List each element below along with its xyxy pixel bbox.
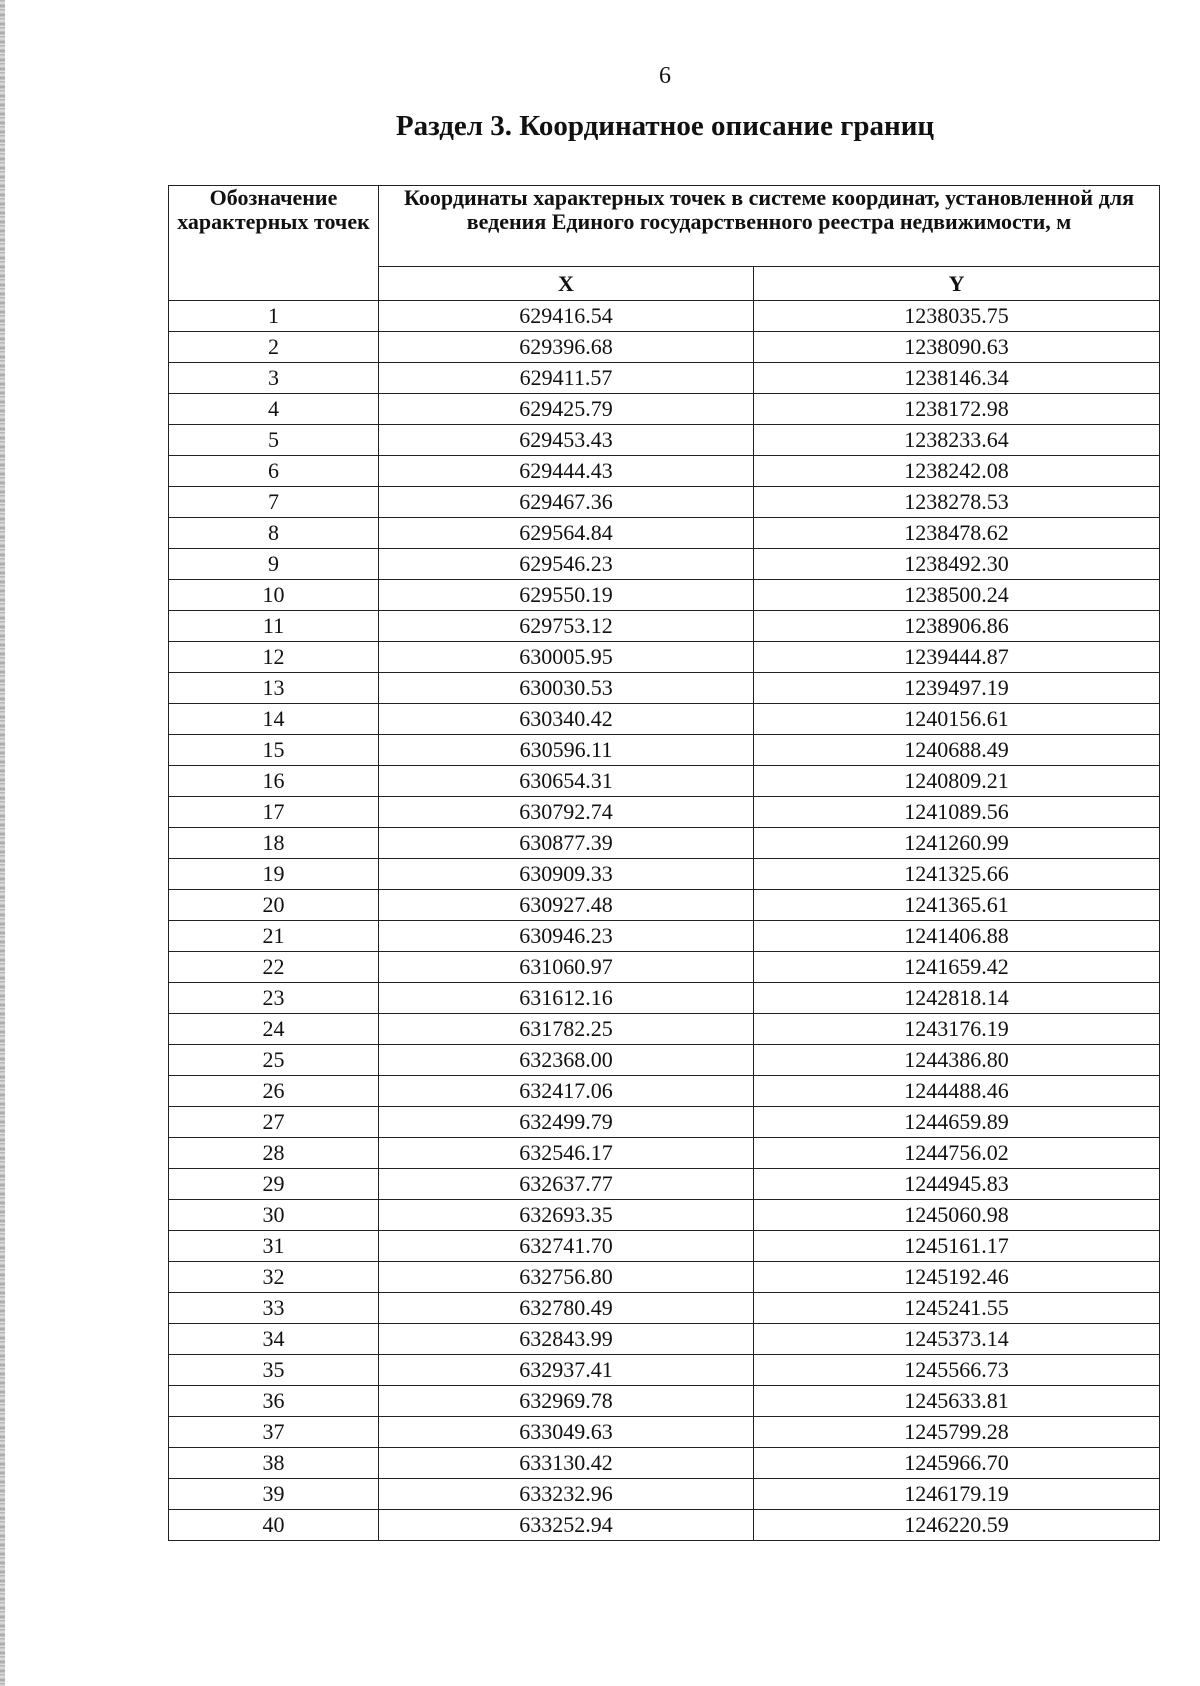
- point-number-cell: 40: [169, 1510, 379, 1541]
- y-coordinate-cell: 1244659.89: [754, 1107, 1160, 1138]
- x-coordinate-cell: 630596.11: [379, 735, 754, 766]
- point-number-cell: 25: [169, 1045, 379, 1076]
- y-coordinate-cell: 1245966.70: [754, 1448, 1160, 1479]
- table-row: [169, 1169, 1160, 1200]
- y-coordinate-cell: 1238090.63: [754, 332, 1160, 363]
- y-coordinate-cell: 1245060.98: [754, 1200, 1160, 1231]
- y-coordinate-cell: 1245161.17: [754, 1231, 1160, 1262]
- point-number-cell: 18: [169, 828, 379, 859]
- point-number-cell: 19: [169, 859, 379, 890]
- table-row: [169, 1386, 1160, 1417]
- y-coordinate-cell: 1238172.98: [754, 394, 1160, 425]
- y-coordinate-cell: 1245799.28: [754, 1417, 1160, 1448]
- y-coordinate-cell: 1241365.61: [754, 890, 1160, 921]
- x-coordinate-cell: 632843.99: [379, 1324, 754, 1355]
- y-coordinate-cell: 1246220.59: [754, 1510, 1160, 1541]
- y-coordinate-cell: 1238146.34: [754, 363, 1160, 394]
- x-coordinate-cell: 632756.80: [379, 1262, 754, 1293]
- x-coordinate-cell: 629425.79: [379, 394, 754, 425]
- table-row: [169, 1293, 1160, 1324]
- point-number-cell: 1: [169, 301, 379, 332]
- point-number-cell: 28: [169, 1138, 379, 1169]
- table-row: [169, 1417, 1160, 1448]
- point-number-cell: 22: [169, 952, 379, 983]
- table-row: [169, 704, 1160, 735]
- x-coordinate-cell: 631782.25: [379, 1014, 754, 1045]
- table-row: [169, 1231, 1160, 1262]
- table-row: [169, 580, 1160, 611]
- x-coordinate-cell: 630654.31: [379, 766, 754, 797]
- table-row: [169, 1045, 1160, 1076]
- x-coordinate-cell: 632741.70: [379, 1231, 754, 1262]
- table-row: [169, 797, 1160, 828]
- x-coordinate-cell: 632417.06: [379, 1076, 754, 1107]
- x-coordinate-cell: 632499.79: [379, 1107, 754, 1138]
- table-row: [169, 425, 1160, 456]
- x-coordinate-cell: 630946.23: [379, 921, 754, 952]
- point-number-cell: 24: [169, 1014, 379, 1045]
- table-row: [169, 828, 1160, 859]
- table-row: [169, 1448, 1160, 1479]
- point-number-cell: 2: [169, 332, 379, 363]
- x-coordinate-cell: 629550.19: [379, 580, 754, 611]
- y-coordinate-cell: 1238492.30: [754, 549, 1160, 580]
- header-coordinates: Координаты характерных точек в системе координат, установленной для ведения Единого государственного реестра недвижимости, м: [379, 186, 1160, 267]
- y-coordinate-cell: 1238906.86: [754, 611, 1160, 642]
- x-coordinate-cell: 629411.57: [379, 363, 754, 394]
- point-number-cell: 27: [169, 1107, 379, 1138]
- point-number-cell: 8: [169, 518, 379, 549]
- y-coordinate-cell: 1238278.53: [754, 487, 1160, 518]
- point-number-cell: 20: [169, 890, 379, 921]
- point-number-cell: 26: [169, 1076, 379, 1107]
- table-row: [169, 1200, 1160, 1231]
- y-coordinate-cell: 1244488.46: [754, 1076, 1160, 1107]
- y-coordinate-cell: 1245241.55: [754, 1293, 1160, 1324]
- y-coordinate-cell: 1243176.19: [754, 1014, 1160, 1045]
- y-coordinate-cell: 1240809.21: [754, 766, 1160, 797]
- table-row: [169, 1262, 1160, 1293]
- y-coordinate-cell: 1240688.49: [754, 735, 1160, 766]
- x-coordinate-cell: 633232.96: [379, 1479, 754, 1510]
- point-number-cell: 30: [169, 1200, 379, 1231]
- point-number-cell: 37: [169, 1417, 379, 1448]
- x-coordinate-cell: 631060.97: [379, 952, 754, 983]
- table-row: [169, 487, 1160, 518]
- y-coordinate-cell: 1241659.42: [754, 952, 1160, 983]
- scan-edge: [0, 0, 5, 1686]
- y-coordinate-cell: 1245633.81: [754, 1386, 1160, 1417]
- x-coordinate-cell: 629564.84: [379, 518, 754, 549]
- x-coordinate-cell: 630340.42: [379, 704, 754, 735]
- point-number-cell: 13: [169, 673, 379, 704]
- point-number-cell: 31: [169, 1231, 379, 1262]
- point-number-cell: 10: [169, 580, 379, 611]
- table-row: [169, 1076, 1160, 1107]
- point-number-cell: 14: [169, 704, 379, 735]
- x-coordinate-cell: 631612.16: [379, 983, 754, 1014]
- y-coordinate-cell: 1244386.80: [754, 1045, 1160, 1076]
- x-coordinate-cell: 630877.39: [379, 828, 754, 859]
- table-row: [169, 1107, 1160, 1138]
- x-coordinate-cell: 629444.43: [379, 456, 754, 487]
- page-number: 6: [659, 63, 671, 89]
- y-coordinate-cell: 1238478.62: [754, 518, 1160, 549]
- y-coordinate-cell: 1241260.99: [754, 828, 1160, 859]
- x-coordinate-cell: 629753.12: [379, 611, 754, 642]
- y-coordinate-cell: 1238233.64: [754, 425, 1160, 456]
- point-number-cell: 21: [169, 921, 379, 952]
- y-coordinate-cell: 1242818.14: [754, 983, 1160, 1014]
- y-coordinate-cell: 1245566.73: [754, 1355, 1160, 1386]
- table-row: [169, 611, 1160, 642]
- point-number-cell: 32: [169, 1262, 379, 1293]
- section-title: Раздел 3. Координатное описание границ: [395, 110, 935, 142]
- table-row: [169, 735, 1160, 766]
- point-number-cell: 35: [169, 1355, 379, 1386]
- table-row: [169, 952, 1160, 983]
- point-number-cell: 23: [169, 983, 379, 1014]
- coordinates-table: [168, 185, 1160, 1541]
- table-row: [169, 301, 1160, 332]
- x-coordinate-cell: 630005.95: [379, 642, 754, 673]
- x-coordinate-cell: 629546.23: [379, 549, 754, 580]
- table-row: [169, 549, 1160, 580]
- table-row: [169, 1479, 1160, 1510]
- table-row: [169, 363, 1160, 394]
- table-row: [169, 394, 1160, 425]
- table-row: [169, 1324, 1160, 1355]
- x-coordinate-cell: 630792.74: [379, 797, 754, 828]
- y-coordinate-cell: 1241325.66: [754, 859, 1160, 890]
- table-row: [169, 1138, 1160, 1169]
- y-coordinate-cell: 1241406.88: [754, 921, 1160, 952]
- x-coordinate-cell: 632969.78: [379, 1386, 754, 1417]
- x-coordinate-cell: 632780.49: [379, 1293, 754, 1324]
- point-number-cell: 6: [169, 456, 379, 487]
- point-number-cell: 34: [169, 1324, 379, 1355]
- table-body: [169, 301, 1160, 1541]
- table-row: [169, 890, 1160, 921]
- header-y: Y: [754, 267, 1160, 301]
- x-coordinate-cell: 633130.42: [379, 1448, 754, 1479]
- table-row: [169, 921, 1160, 952]
- table-row: [169, 332, 1160, 363]
- x-coordinate-cell: 632693.35: [379, 1200, 754, 1231]
- point-number-cell: 7: [169, 487, 379, 518]
- x-coordinate-cell: 629467.36: [379, 487, 754, 518]
- y-coordinate-cell: 1238500.24: [754, 580, 1160, 611]
- point-number-cell: 16: [169, 766, 379, 797]
- x-coordinate-cell: 633049.63: [379, 1417, 754, 1448]
- header-point-designation: Обозначение характерных точек: [169, 186, 379, 301]
- x-coordinate-cell: 629416.54: [379, 301, 754, 332]
- table-row: [169, 518, 1160, 549]
- point-number-cell: 38: [169, 1448, 379, 1479]
- point-number-cell: 5: [169, 425, 379, 456]
- table-row: [169, 642, 1160, 673]
- x-coordinate-cell: 629396.68: [379, 332, 754, 363]
- y-coordinate-cell: 1245373.14: [754, 1324, 1160, 1355]
- y-coordinate-cell: 1240156.61: [754, 704, 1160, 735]
- y-coordinate-cell: 1246179.19: [754, 1479, 1160, 1510]
- point-number-cell: 29: [169, 1169, 379, 1200]
- y-coordinate-cell: 1239497.19: [754, 673, 1160, 704]
- point-number-cell: 15: [169, 735, 379, 766]
- x-coordinate-cell: 630927.48: [379, 890, 754, 921]
- x-coordinate-cell: 632546.17: [379, 1138, 754, 1169]
- x-coordinate-cell: 630909.33: [379, 859, 754, 890]
- header-x: X: [379, 267, 754, 301]
- point-number-cell: 11: [169, 611, 379, 642]
- x-coordinate-cell: 632368.00: [379, 1045, 754, 1076]
- point-number-cell: 36: [169, 1386, 379, 1417]
- table-row: [169, 456, 1160, 487]
- y-coordinate-cell: 1238035.75: [754, 301, 1160, 332]
- table-row: [169, 983, 1160, 1014]
- point-number-cell: 39: [169, 1479, 379, 1510]
- point-number-cell: 9: [169, 549, 379, 580]
- table-row: [169, 1355, 1160, 1386]
- x-coordinate-cell: 629453.43: [379, 425, 754, 456]
- y-coordinate-cell: 1241089.56: [754, 797, 1160, 828]
- y-coordinate-cell: 1239444.87: [754, 642, 1160, 673]
- table-row: [169, 1510, 1160, 1541]
- point-number-cell: 12: [169, 642, 379, 673]
- point-number-cell: 3: [169, 363, 379, 394]
- x-coordinate-cell: 630030.53: [379, 673, 754, 704]
- point-number-cell: 33: [169, 1293, 379, 1324]
- y-coordinate-cell: 1245192.46: [754, 1262, 1160, 1293]
- y-coordinate-cell: 1238242.08: [754, 456, 1160, 487]
- y-coordinate-cell: 1244945.83: [754, 1169, 1160, 1200]
- y-coordinate-cell: 1244756.02: [754, 1138, 1160, 1169]
- point-number-cell: 4: [169, 394, 379, 425]
- x-coordinate-cell: 633252.94: [379, 1510, 754, 1541]
- table-row: [169, 1014, 1160, 1045]
- x-coordinate-cell: 632937.41: [379, 1355, 754, 1386]
- table-row: [169, 766, 1160, 797]
- table-row: [169, 859, 1160, 890]
- point-number-cell: 17: [169, 797, 379, 828]
- x-coordinate-cell: 632637.77: [379, 1169, 754, 1200]
- table-row: [169, 673, 1160, 704]
